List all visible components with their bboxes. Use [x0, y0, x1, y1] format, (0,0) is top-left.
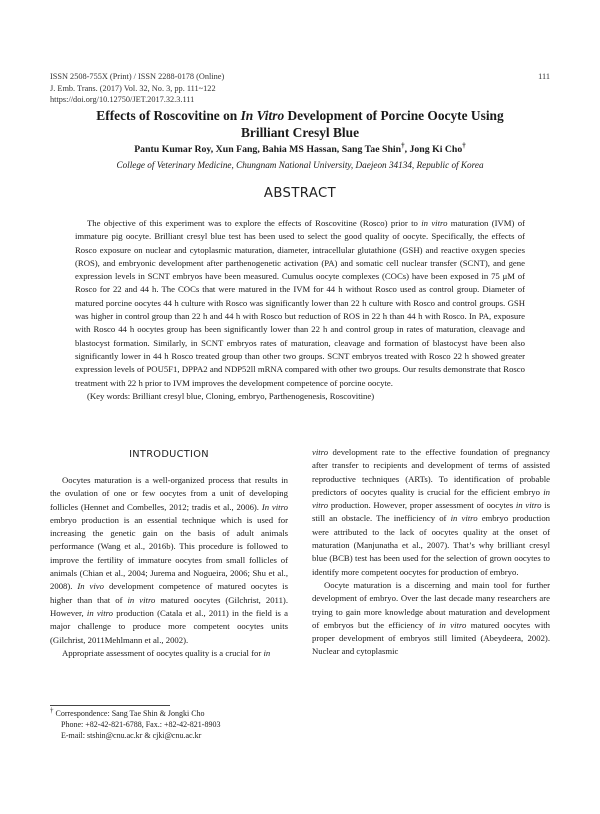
intro-paragraph-3: Oocyte maturation is a discerning and main tool for further development of embryo. Over the last decade many researchers are trying to gain more knowledge about maturation and development of embryos but the efficiency of in vitro matured oocytes with proper development of embryos still limited (Abeydeera, 2002). Nuclear and cytoplasmic [312, 579, 550, 657]
author-list: Pantu Kumar Roy, Xun Fang, Bahia MS Hassan, Sang Tae Shin†, Jong Ki Cho† [134, 141, 466, 155]
abstract-body [75, 217, 525, 403]
affiliation: College of Veterinary Medicine, Chungnam National University, Daejeon 34134, Republic of Korea [116, 160, 484, 170]
paper-title: Effects of Roscovitine on In Vitro Development of Porcine Oocyte Using Brilliant Cresyl Blue [96, 108, 504, 140]
introduction-heading: INTRODUCTION [129, 449, 209, 460]
journal-citation: J. Emb. Trans. (2017) Vol. 32, No. 3, pp. 111~122 [50, 83, 216, 93]
issn-line: ISSN 2508-755X (Print) / ISSN 2288-0178 (Online) [50, 72, 225, 81]
abstract-heading: ABSTRACT [263, 186, 337, 201]
keywords: (Key words: Brilliant cresyl blue, Cloning, embryo, Parthenogenesis, Roscovitine) [87, 390, 375, 401]
intro-paragraph-2-continued: vitro development rate to the effective foundation of pregnancy after transfer to recipients and development of terms of assisted reproductive techniques (ARTs). To identification of probable predictors of oocytes quality is crucial for the efficient embryo in vitro production. However, proper assessment of oocytes in vitro is still an obstacle. The inefficiency of in vitro embryo production were attributed to the lack of oocytes quality at the onset of maturation (Manjunatha et al., 2007). That’s why brilliant cresyl blue (BCB) test has been used for the selection of grown oocytes to identify more competent oocytes for production of embryo. [312, 447, 551, 577]
phone-fax: Phone: +82-42-821-6788, Fax.: +82-42-821-8903 [61, 720, 221, 730]
email-addresses[interactable]: E-mail: stshin@cnu.ac.kr & cjki@cnu.ac.kr [61, 731, 202, 741]
right-column [312, 446, 550, 659]
corresponding-mark: † [401, 141, 405, 150]
intro-paragraph-2: Appropriate assessment of oocytes quality is a crucial for in [62, 647, 271, 658]
corresponding-mark: † [50, 706, 54, 715]
doi-link[interactable]: https://doi.org/10.12750/JET.2017.32.3.111 [50, 95, 195, 104]
footnote-divider [50, 705, 170, 706]
journal-header [50, 71, 550, 106]
page-number: 111 [538, 72, 550, 81]
corresponding-mark: † [462, 141, 466, 150]
correspondence-footnote: † Correspondence: Sang Tae Shin & Jongki Cho Phone: +82-42-821-6788, Fax.: +82-42-821-8903 E-mail: stshin@cnu.ac.kr & cjki@cnu.ac.kr [50, 708, 350, 742]
left-column [50, 446, 288, 660]
abstract-paragraph: The objective of this experiment was to explore the effects of Roscovitine (Rosco) prior to in vitro maturation (IVM) of immature pig oocyte. Brilliant cresyl blue test has been used to select the good quality of oocyte. Specifically, the effects of Rosco exposure on nuclear and cytoplasmic maturation, diameter, intracellular glutathione (GSH) and reactive oxygen species (ROS), and embryonic development after parthenogenetic activation (PA) and somatic cell nuclear transfer (SCNT), and gene expression levels in SCNT embryos have been measured. Cumulus oocyte complexes (COCs) have been exposed in 75 μM of Rosco for 22 and 44 h. The COCs that were matured in the IVM for 44 h without Rosco used as control group. Diameter of matured porcine oocytes 44 h culture with Rosco was significantly lower than 22 h culture with Rosco and control groups. GSH was higher in control group than 22 h and 44 h with Rosco but reduction of ROS in 22 h than 44 h with Rosco. In PA, exposure with Rosco 44 h oocytes group has been significantly lower than 22 h and control group in rates of maturation, cleavage and blastocyst formation. Similarly, in SCNT embryos rates of maturation, cleavage and formation of blastocyst have been also significantly lower in 44 h Rosco treated group than other two groups. SCNT embryos treated with Rosco 22 h showed greater expression levels of POU5F1, DPPA2 and NDP52ll mRNA compared with other two groups. Our results demonstrate that Rosco treatment with 22 h prior to IVM improves the development competence of porcine oocyte. [75, 218, 526, 388]
intro-paragraph-1: Oocytes maturation is a well-organized process that results in the ovulation of one or few oocytes from a unit of developing follicles (Hennet and Combelles, 2012; tradis et al., 2006). In vitro embryo production is an essential technique which is used for increasing the genetic gain on the basis of adult animals performance (Wang et al., 2016b). This procedure is followed to improve the fertility of immature oocytes from small follicles of animals (Chian et al., 2004; Jurema and Nogueira, 2006; Shu et al., 2008). In vivo development competence of matured oocytes is higher than that of in vitro matured oocytes (Gilchrist, 2011). However, in vitro production (Catala et al., 2011) in the field is a major challenge to produce more competent oocytes units (Gilchrist, 2011Mehlmann et al., 2002). [50, 475, 288, 645]
